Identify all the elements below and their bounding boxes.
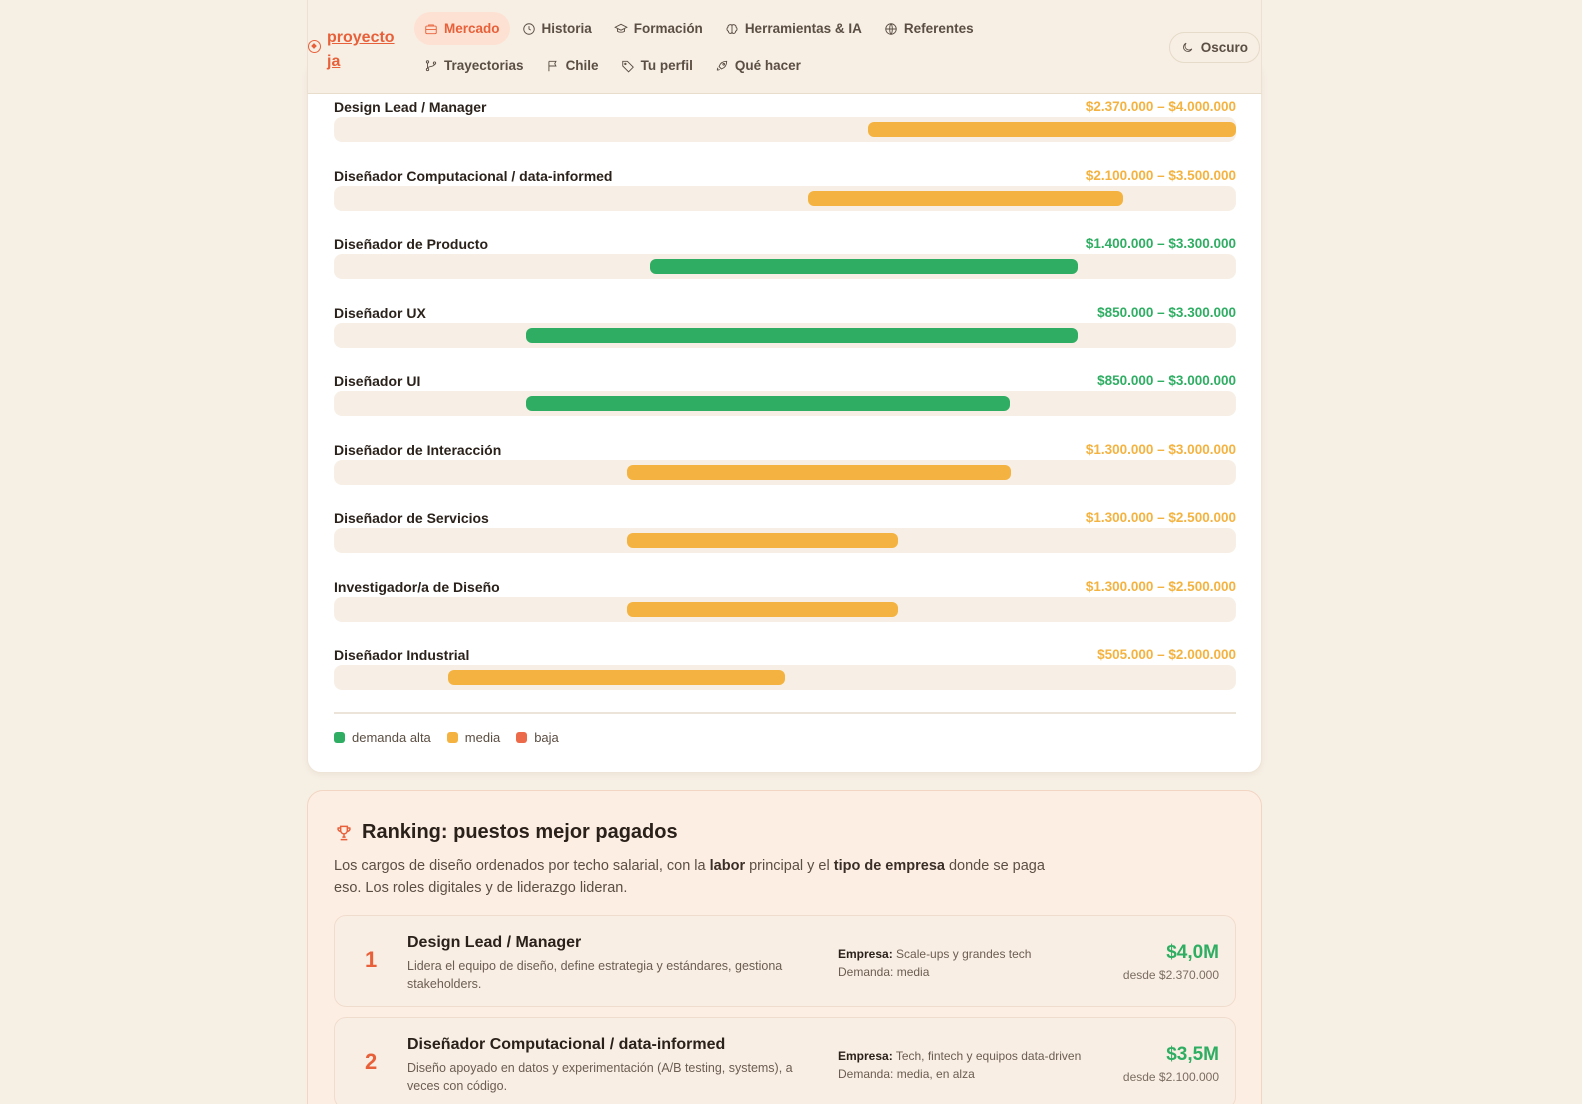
role-name: Diseñador Computacional / data-informed: [334, 167, 613, 184]
trophy-icon: [334, 823, 354, 843]
salary-range-card: [307, 60, 1262, 773]
role-name: Diseñador de Producto: [334, 236, 489, 252]
company-type: Tech, fintech y equipos data-driven: [895, 1049, 1082, 1063]
ranking-company-info: [838, 1047, 1081, 1083]
legend-label: baja: [534, 730, 559, 745]
salary-row: [334, 510, 1236, 570]
salary-range-label: $505.000 – $2.000.000: [1097, 647, 1236, 662]
flag-icon: [546, 59, 560, 73]
salary-range-label: $2.370.000 – $4.000.000: [1085, 99, 1236, 114]
salary-floor: desde $2.370.000: [1122, 968, 1219, 982]
nav-item-chile[interactable]: [536, 49, 609, 82]
salary-row: [334, 647, 1236, 707]
salary-range-bar: [868, 122, 1236, 137]
company-label: Empresa:: [838, 947, 893, 961]
moon-icon: [1181, 41, 1194, 54]
salary-range-label: $1.300.000 – $2.500.000: [1085, 578, 1236, 594]
ranking-labor: Diseño apoyado en datos y experimentación (A/B testing, systems), a veces con código.: [407, 1061, 793, 1093]
salary-range-label: $1.400.000 – $3.300.000: [1085, 236, 1236, 251]
salary-range-label: $1.300.000 – $3.000.000: [1085, 441, 1236, 457]
nav-item-trayectorias[interactable]: [414, 49, 534, 82]
nav-item-label: Historia: [541, 21, 592, 36]
logo-text: proyecto ja: [327, 29, 395, 70]
salary-row: [334, 579, 1236, 639]
nav-item-formación[interactable]: [604, 12, 713, 45]
nav-item-referentes[interactable]: [874, 12, 984, 45]
salary-track: [334, 323, 1236, 348]
salary-floor: desde $2.100.000: [1122, 1070, 1219, 1084]
salary-range-bar: [627, 465, 1010, 480]
ranking-item[interactable]: [334, 915, 1236, 1007]
salary-track: [334, 528, 1236, 553]
main-nav: [414, 12, 1034, 82]
nav-item-label: Chile: [565, 58, 599, 73]
salary-track: [334, 186, 1236, 211]
role-name: Diseñador UX: [334, 304, 426, 321]
logo-link[interactable]: [308, 26, 407, 74]
briefcase-icon: [424, 22, 438, 36]
role-name: Diseñador Industrial: [334, 647, 470, 663]
divider: [334, 712, 1236, 714]
nav-item-herramientas-ia[interactable]: [715, 12, 872, 45]
salary-range-bar: [808, 191, 1124, 206]
role-name: Diseñador UI: [334, 373, 421, 389]
legend-item-alta: [334, 730, 431, 745]
ranking-number: 2: [365, 1049, 378, 1074]
legend-swatch: [447, 732, 458, 743]
legend-label: demanda alta: [352, 730, 431, 745]
ranking-item[interactable]: [334, 1017, 1236, 1104]
nav-item-qué-hacer[interactable]: [705, 49, 811, 82]
role-name: Investigador/a de Diseño: [334, 578, 500, 595]
ranking-role: Design Lead / Manager: [407, 934, 582, 951]
salary-row: [334, 373, 1236, 433]
company-type: Scale-ups y grandes tech: [896, 947, 1032, 961]
salary-row: [334, 168, 1236, 228]
salary-row: [334, 442, 1236, 502]
ranking-number: 1: [365, 947, 378, 972]
nav-item-label: Qué hacer: [734, 58, 801, 73]
demand-level: Demanda: media, en alza: [838, 1067, 975, 1081]
salary-track: [334, 597, 1236, 622]
salary-range-label: $1.300.000 – $2.500.000: [1085, 510, 1236, 525]
nav-item-label: Formación: [633, 21, 703, 36]
salary-range-label: $850.000 – $3.300.000: [1097, 304, 1236, 320]
ranking-labor: Lidera el equipo de diseño, define estrategia y estándares, gestiona stakeholders.: [407, 959, 783, 991]
theme-toggle-label: Oscuro: [1200, 40, 1248, 55]
salary-range-bar: [650, 259, 1078, 274]
legend-swatch: [516, 732, 527, 743]
salary-track: [334, 665, 1236, 690]
role-name: Diseñador de Interacción: [334, 441, 502, 458]
ranking-title: Ranking: puestos mejor pagados: [362, 821, 678, 843]
nav-item-label: Mercado: [444, 21, 500, 36]
legend-label: media: [464, 730, 501, 745]
nav-item-label: Herramientas & IA: [744, 21, 862, 36]
salary-track: [334, 117, 1236, 142]
salary-range-bar: [627, 533, 898, 548]
tag-icon: [621, 59, 635, 73]
brain-icon: [725, 22, 739, 36]
salary-range-bar: [526, 396, 1011, 411]
salary-range-bar: [627, 602, 898, 617]
legend-swatch: [334, 732, 345, 743]
salary-range-bar: [526, 328, 1079, 343]
salary-row: [334, 236, 1236, 296]
top-navbar: [307, 0, 1262, 94]
salary-track: [334, 391, 1236, 416]
demand-legend: [334, 730, 559, 745]
ranking-description: Los cargos de diseño ordenados por techo salarial, con la labor principal y el tipo de empresa donde se paga eso. Los roles digitales y de liderazgo lideran.: [334, 858, 1045, 896]
salary-track: [334, 254, 1236, 279]
nav-item-label: Referentes: [903, 21, 974, 36]
salary-row: [334, 305, 1236, 365]
nav-item-historia[interactable]: [512, 12, 602, 45]
salary-track: [334, 460, 1236, 485]
compass-icon: [308, 40, 321, 53]
legend-item-baja: [516, 730, 559, 745]
salary-ceiling: $4,0M: [1166, 942, 1219, 963]
demand-level: Demanda: media: [838, 965, 930, 979]
role-name: Diseñador de Servicios: [334, 510, 489, 526]
salary-range-label: $2.100.000 – $3.500.000: [1085, 167, 1236, 183]
nav-item-label: Trayectorias: [444, 58, 524, 73]
graduation-cap-icon: [614, 22, 628, 36]
legend-item-media: [447, 730, 500, 745]
globe-icon: [884, 22, 898, 36]
rocket-icon: [715, 59, 729, 73]
ranking-company-info: [838, 945, 1031, 981]
nav-item-label: Tu perfil: [640, 58, 693, 73]
salary-range-bar: [448, 670, 785, 685]
git-branch-icon: [424, 59, 438, 73]
company-label: Empresa:: [838, 1049, 893, 1063]
ranking-card: [307, 790, 1262, 1104]
nav-item-tu-perfil[interactable]: [611, 49, 703, 82]
salary-range-label: $850.000 – $3.000.000: [1097, 373, 1236, 388]
nav-item-mercado[interactable]: [414, 12, 510, 45]
theme-toggle-button[interactable]: [1169, 32, 1260, 63]
role-name: Design Lead / Manager: [334, 99, 487, 115]
clock-icon: [522, 22, 536, 36]
salary-row: [334, 99, 1236, 159]
salary-ceiling: $3,5M: [1166, 1044, 1219, 1065]
ranking-role: Diseñador Computacional / data-informed: [407, 1036, 726, 1053]
